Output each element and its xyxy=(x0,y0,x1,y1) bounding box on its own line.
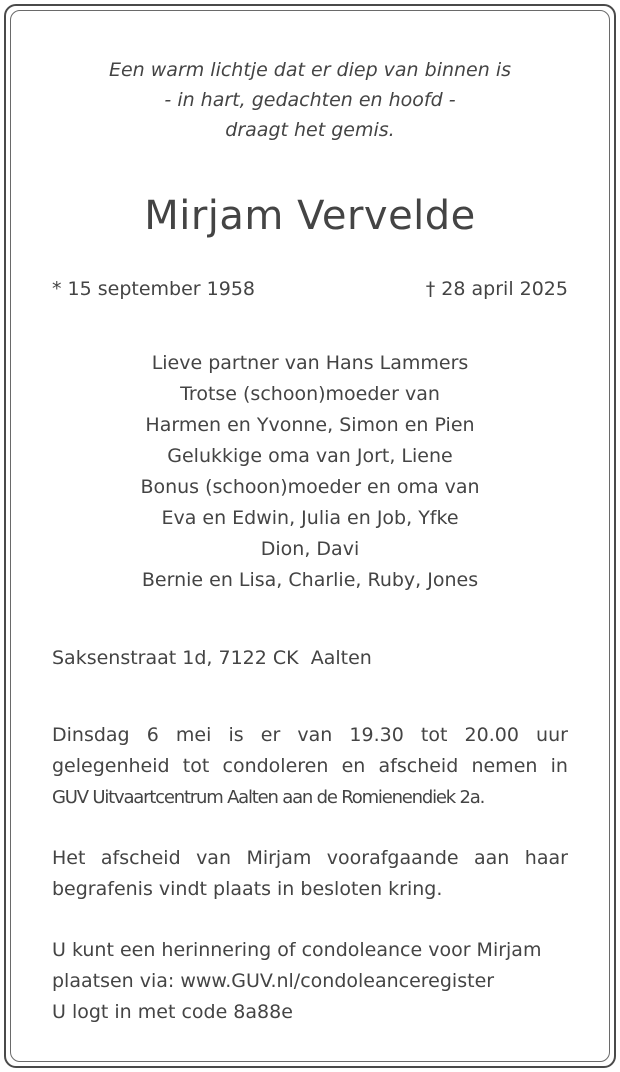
online-line-1: U kunt een herinnering of condoleance voor Mirjam xyxy=(52,939,542,961)
family-list xyxy=(0,348,620,596)
condolence-paragraph xyxy=(52,720,568,813)
word: is xyxy=(228,724,244,746)
death-date: † 28 april 2025 xyxy=(425,278,568,300)
farewell-paragraph xyxy=(52,843,568,905)
word: nemen xyxy=(471,755,538,777)
family-line: Harmen en Yvonne, Simon en Pien xyxy=(145,414,475,436)
family-line: Eva en Edwin, Julia en Job, Yfke xyxy=(161,507,459,529)
birth-date: * 15 september 1958 xyxy=(52,278,256,300)
family-line: Lieve partner van Hans Lammers xyxy=(151,352,469,374)
word: Dinsdag xyxy=(52,724,130,746)
word: haar xyxy=(524,847,568,869)
poem xyxy=(0,55,620,145)
word: van xyxy=(196,847,231,869)
deceased-name: Mirjam Vervelde xyxy=(144,193,476,239)
online-paragraph xyxy=(52,935,568,1028)
family-line: Bernie en Lisa, Charlie, Ruby, Jones xyxy=(141,569,479,591)
dates xyxy=(52,274,568,304)
word: 20.00 xyxy=(464,724,519,746)
word: mei xyxy=(175,724,212,746)
word: Mirjam xyxy=(246,847,312,869)
word: en xyxy=(341,755,366,777)
word: 19.30 xyxy=(349,724,404,746)
word: afscheid xyxy=(378,755,459,777)
word: Het xyxy=(52,847,86,869)
family-line: Dion, Davi xyxy=(260,538,360,560)
word: voorafgaande xyxy=(326,847,459,869)
family-line: Bonus (schoon)moeder en oma van xyxy=(140,476,480,498)
poem-line: Een warm lichtje dat er diep van binnen is xyxy=(108,59,512,81)
word: tot xyxy=(182,755,210,777)
farewell-line-1 xyxy=(52,843,568,874)
farewell-line-2: begrafenis vindt plaats in besloten kring. xyxy=(52,878,443,900)
address: Saksenstraat 1d, 7122 CK Aalten xyxy=(52,647,372,669)
condolence-line-2 xyxy=(52,751,568,782)
word: 6 xyxy=(146,724,159,746)
word: tot xyxy=(420,724,448,746)
family-line: Trotse (schoon)moeder van xyxy=(180,383,440,405)
word: aan xyxy=(474,847,510,869)
online-line-3: U logt in met code 8a88e xyxy=(52,1001,293,1023)
word: condoleren xyxy=(222,755,329,777)
word: er xyxy=(260,724,281,746)
word: afscheid xyxy=(100,847,181,869)
word: in xyxy=(550,755,568,777)
word: van xyxy=(297,724,333,746)
online-line-2: plaatsen via: www.GUV.nl/condoleanceregister xyxy=(52,970,495,992)
word: gelegenheid xyxy=(52,755,170,777)
poem-line: draagt het gemis. xyxy=(225,119,395,141)
condolence-line-3: GUV Uitvaartcentrum Aalten aan de Romienendiek 2a. xyxy=(52,787,485,808)
poem-line: - in hart, gedachten en hoofd - xyxy=(164,89,456,111)
family-line: Gelukkige oma van Jort, Liene xyxy=(167,445,453,467)
word: uur xyxy=(536,724,568,746)
condolence-line-1 xyxy=(52,720,568,751)
